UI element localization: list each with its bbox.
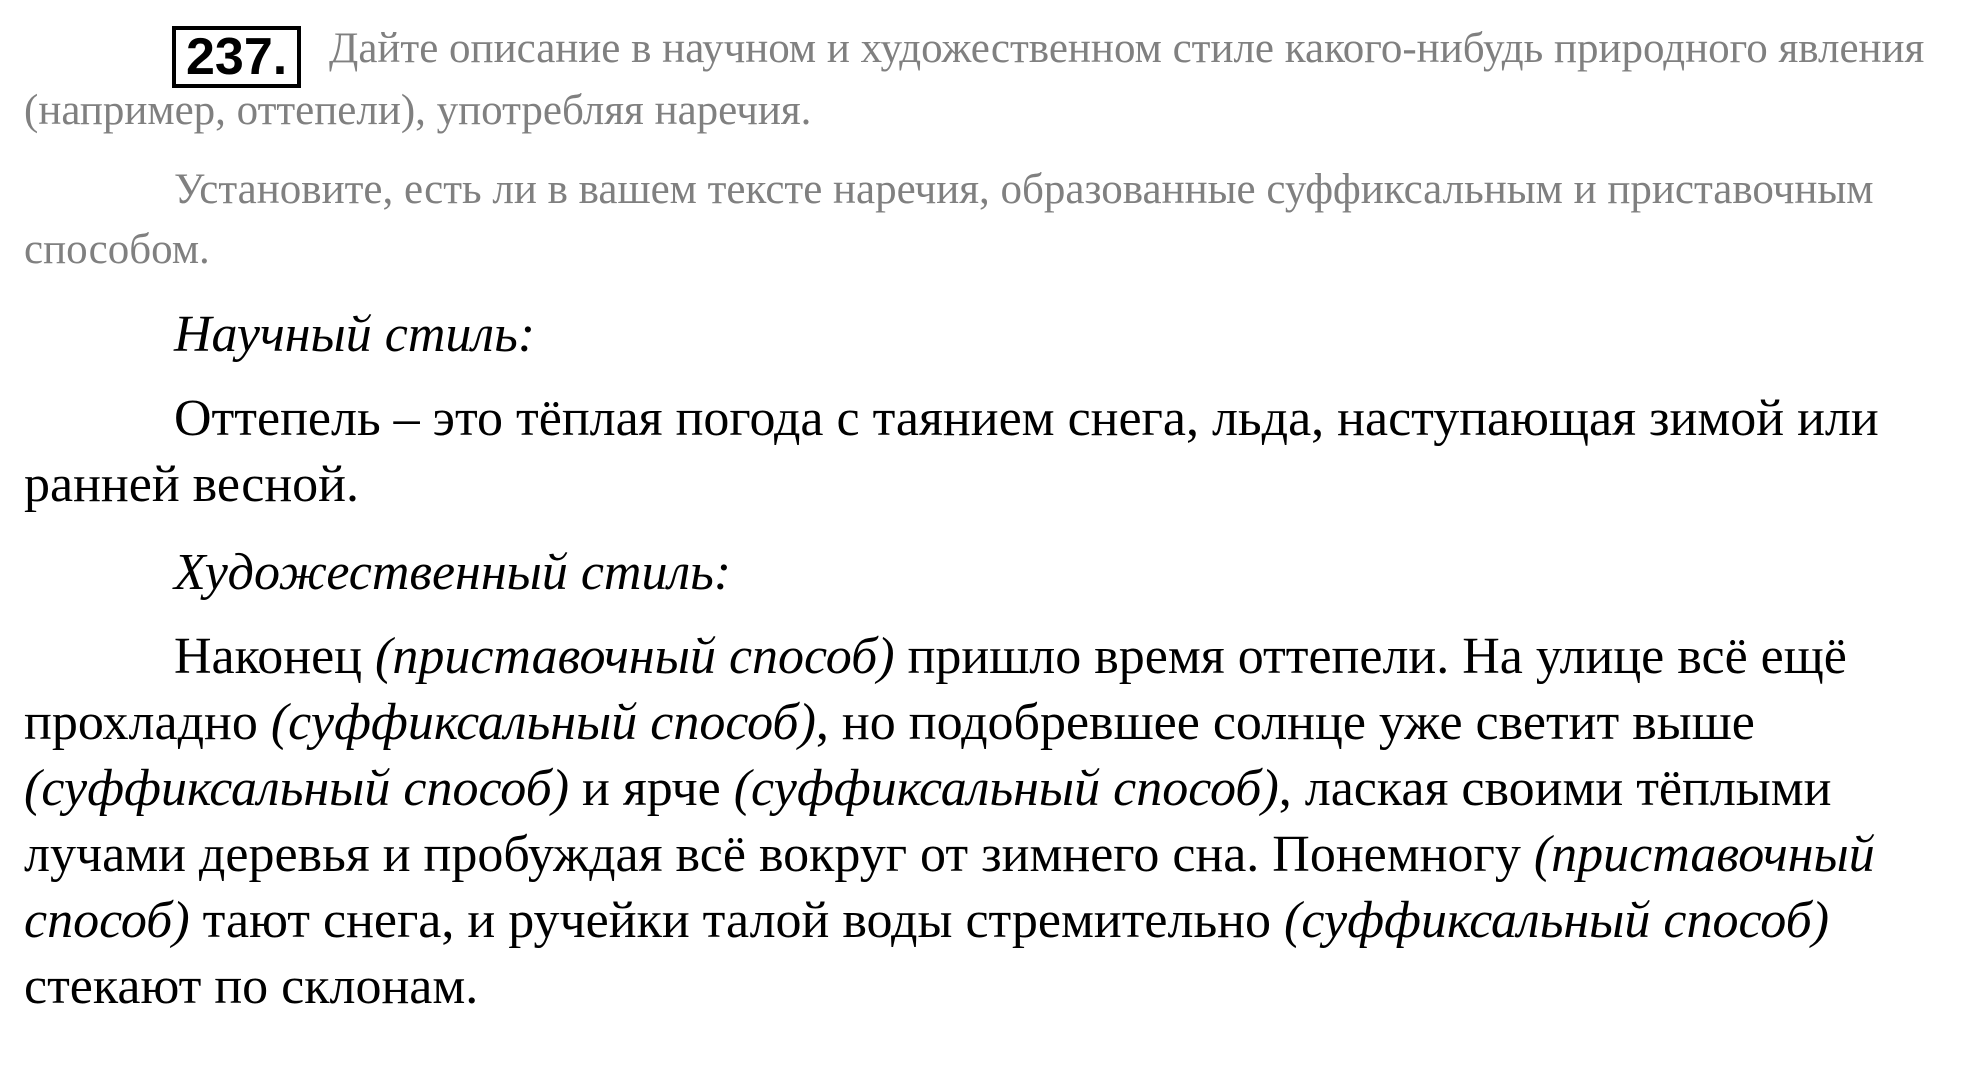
exercise-task-text: Дайте описание в научном и художественном стиле какого-нибудь природного явления (например, оттепели), употребляя наречия. (24, 25, 1925, 134)
formation-note: (суффиксальный способ) (733, 760, 1279, 817)
artistic-style-text (24, 624, 1964, 1020)
text-segment: пришло время оттепели. На улице всё ещё прохладно (24, 628, 1847, 751)
formation-note: (приставочный способ) (24, 826, 1875, 949)
formation-note: (приставочный способ) (375, 628, 895, 685)
formation-note: (суффиксальный способ) (270, 694, 816, 751)
exercise-instruction: Установите, есть ли в вашем тексте наречия, образованные суффиксальным и приставочным способом. (24, 166, 1874, 273)
text-segment: стекают по склонам. (24, 958, 479, 1015)
exercise-task (24, 18, 1964, 142)
text-segment: , лаская своими тёплыми лучами деревья и пробуждая всё вокруг от зимнего сна. Понемногу (24, 760, 1832, 883)
exercise-number: 237. (172, 26, 301, 88)
text-segment: тают снега, и ручейки талой воды стремительно (189, 892, 1284, 949)
text-segment: Наконец (174, 628, 375, 685)
scientific-style-heading: Научный стиль: (174, 306, 536, 363)
text-segment: , но подобревшее солнце уже светит выше (815, 694, 1755, 751)
text-segment: и ярче (569, 760, 734, 817)
artistic-style-heading: Художественный стиль: (174, 544, 732, 601)
textbook-page (24, 18, 1964, 1020)
formation-note: (суффиксальный способ) (24, 760, 570, 817)
scientific-style-text: Оттепель – это тёплая погода с таянием снега, льда, наступающая зимой или ранней весной. (24, 390, 1879, 513)
formation-note: (суффиксальный способ) (1284, 892, 1830, 949)
